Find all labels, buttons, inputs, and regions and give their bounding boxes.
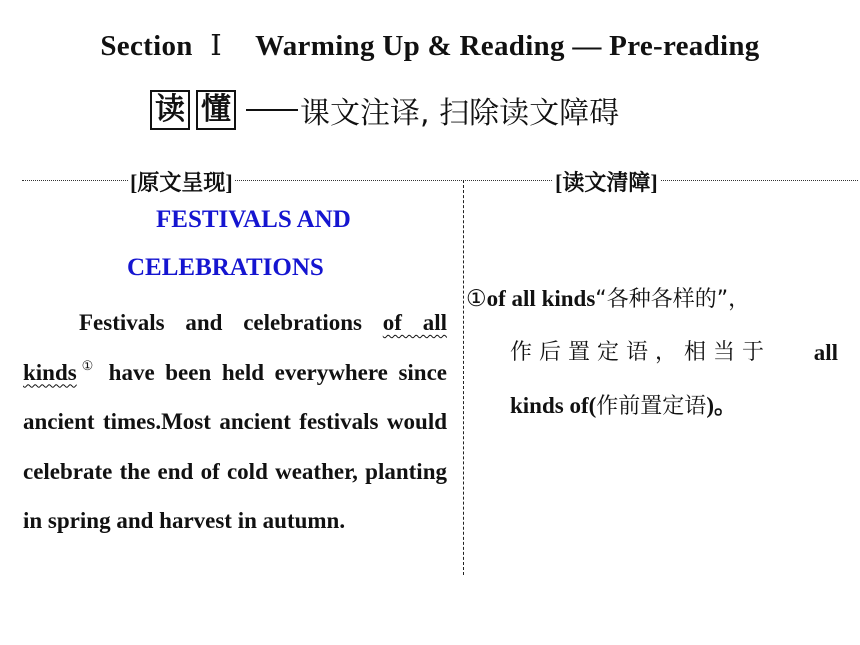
annotation [466,272,838,433]
boxed-char-du: 读 [150,90,190,130]
column-divider [463,180,464,575]
dash-divider [246,109,298,111]
section-number: Ⅰ [210,30,223,62]
note-reference: ① [76,357,99,373]
boxed-char-dong: 懂 [196,90,236,130]
key-phrase: of all kinds [23,310,447,385]
annotation-line3: kinds of(作前置定语)。 [510,393,737,419]
annotation-line2: 作后置定语，相当于 all [510,340,838,365]
left-column-tag: [原文呈现] [128,166,235,197]
passage-heading-line1: FESTIVALS AND [156,206,351,233]
section-label: Section [100,30,193,62]
annotation-line1: ①of all kinds“各种各样的”， [466,286,751,312]
subheading-text: 课文注译, 扫除读文障碍 [300,96,620,131]
passage-heading-line2: CELEBRATIONS [127,254,324,281]
passage-paragraph: Festivals and celebrations of all kinds① have been held everywhere since ancient times.Most ancient festivals would celebrate the end of cold weather, planting in spring and harvest in autumn. [23,310,447,533]
page-title [0,28,860,63]
subheading [150,88,619,132]
right-column-tag: [读文清障] [553,166,660,197]
section-topic: Warming Up & Reading — Pre-reading [255,30,760,62]
